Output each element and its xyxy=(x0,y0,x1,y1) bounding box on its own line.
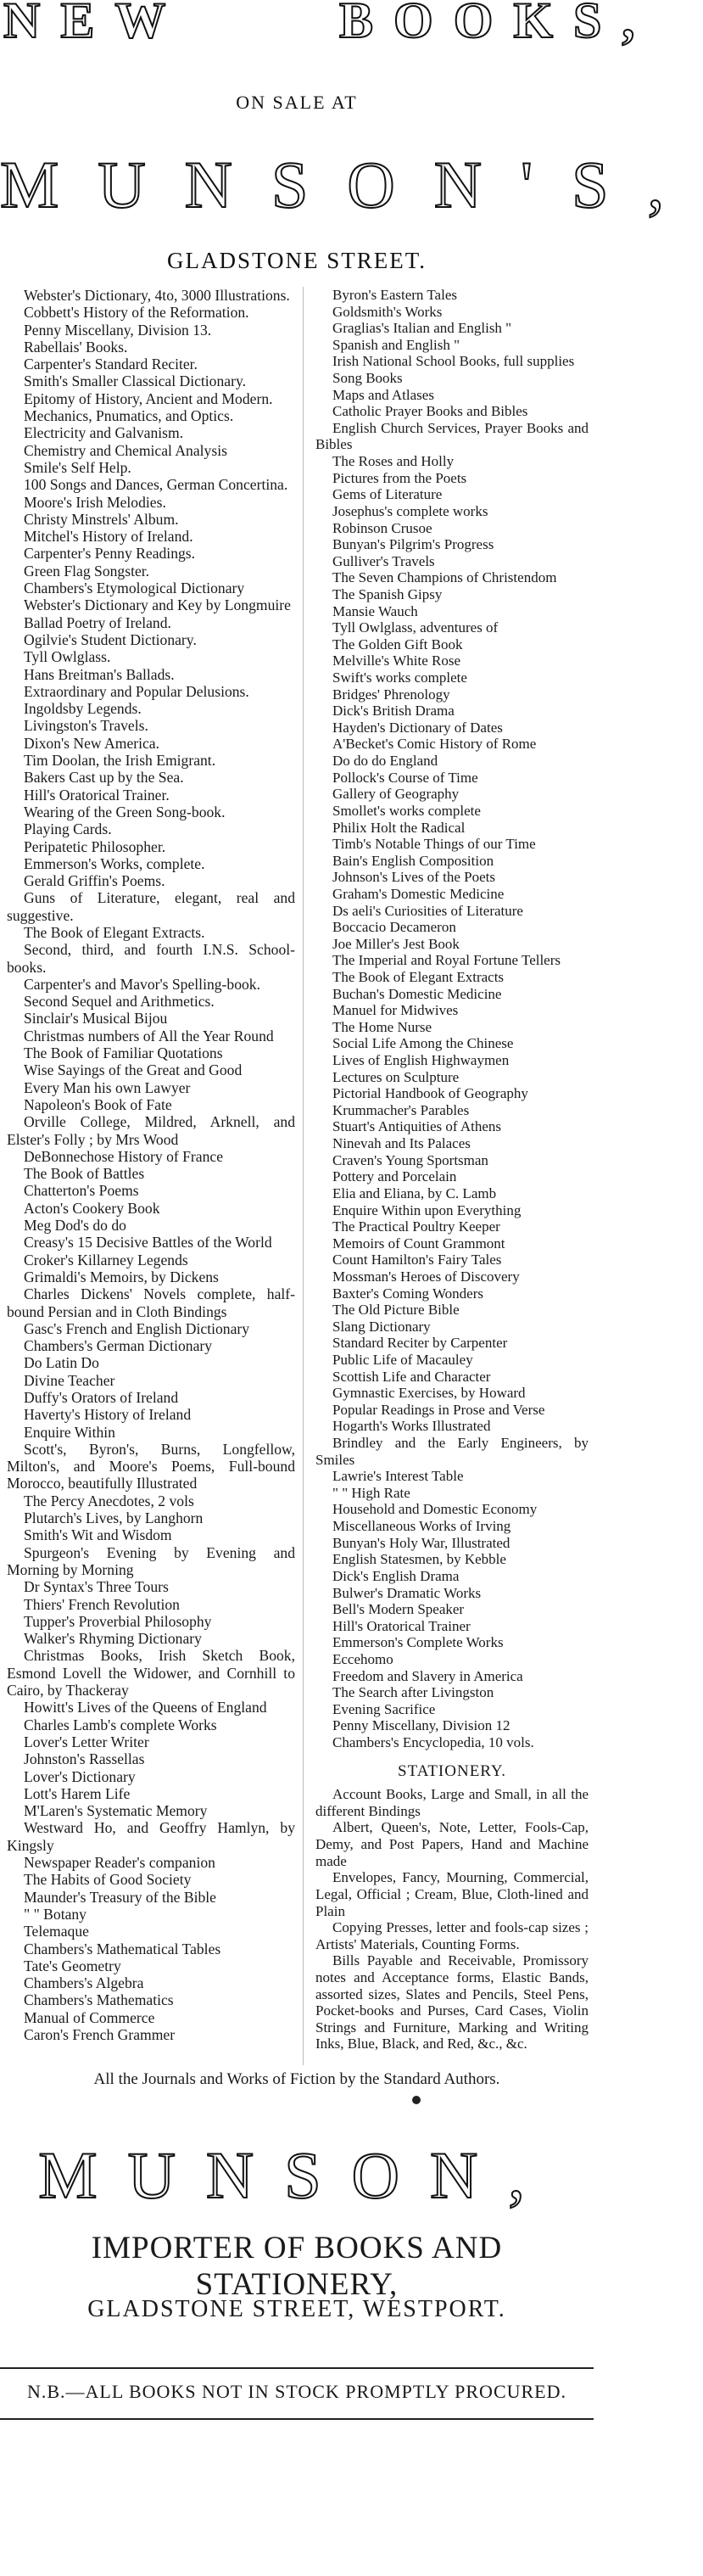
list-item: Chambers's Algebra xyxy=(24,1974,144,1992)
list-item: Graham's Domestic Medicine xyxy=(332,885,505,902)
list-item: Johnston's Rassellas xyxy=(24,1750,145,1768)
list-item: Extraordinary and Popular Delusions. xyxy=(24,682,249,700)
list-item: Ballad Poetry of Ireland. xyxy=(24,613,171,631)
list-item: The Book of Elegant Extracts xyxy=(332,968,505,985)
list-item: Christmas Books, Irish Sketch Book, Esmond Lovell the Widower, and Cornhill to Cairo, by Thackeray xyxy=(7,1647,295,1700)
list-item: Croker's Killarney Legends xyxy=(24,1251,188,1268)
list-item: Gymnastic Exercises, by Howard xyxy=(332,1385,526,1402)
list-item: Pollock's Course of Time xyxy=(332,769,478,786)
list-item: Walker's Rhyming Dictionary xyxy=(24,1630,202,1648)
list-item: Pictorial Handbook of Geography xyxy=(332,1085,528,1102)
list-item: Joe Miller's Jest Book xyxy=(332,935,460,952)
list-item: Maunder's Treasury of the Bible xyxy=(24,1888,216,1906)
list-item: M'Laren's Systematic Memory xyxy=(24,1802,208,1820)
list-item: Howitt's Lives of the Queens of England xyxy=(24,1699,267,1716)
list-item: Cobbett's History of the Reformation. xyxy=(24,304,249,322)
list-item: The Golden Gift Book xyxy=(332,636,463,652)
list-item: Graglias's Italian and English " xyxy=(332,320,512,337)
list-item: Christmas numbers of All the Year Round xyxy=(24,1027,274,1044)
list-item: Hill's Oratorical Trainer. xyxy=(24,786,170,804)
list-item: Webster's Dictionary and Key by Longmuire xyxy=(24,596,291,614)
list-item: Catholic Prayer Books and Bibles xyxy=(332,403,528,420)
list-item: Bills Payable and Receivable, Promissory notes and Acceptance forms, Elastic Bands, assorted sizes, Slates and Pencils, Steel Pens, Pocket-books and Purses, Card Cases, Violin Strings and Furniture, Marking and Writing Inks, Blue, Black, and Red, &c., &c. xyxy=(315,1952,589,2052)
list-item: Standard Reciter by Carpenter xyxy=(332,1335,508,1352)
list-item: Green Flag Songster. xyxy=(24,562,150,580)
list-item: Emmerson's Works, complete. xyxy=(24,854,205,872)
title-word-books: BOOKS, xyxy=(339,0,656,48)
list-item: " " Botany xyxy=(24,1905,86,1923)
list-item: Public Life of Macauley xyxy=(332,1352,473,1368)
ornament-dot xyxy=(412,2096,421,2104)
list-item: Goldsmith's Works xyxy=(332,303,443,320)
list-item: Wise Sayings of the Great and Good xyxy=(24,1061,243,1079)
list-item: Enquire Within upon Everything xyxy=(332,1201,522,1218)
list-item: Webster's Dictionary, 4to, 3000 Illustrations. xyxy=(24,287,290,304)
list-item: Lover's Letter Writer xyxy=(24,1733,149,1750)
list-item: Bridges' Phrenology xyxy=(332,686,450,703)
on-sale-line: ON SALE AT xyxy=(236,92,358,113)
list-item: Duffy's Orators of Ireland xyxy=(24,1389,179,1406)
list-item: Gems of Literature xyxy=(332,486,443,503)
list-item: Byron's Eastern Tales xyxy=(332,287,457,303)
list-item: Elia and Eliana, by C. Lamb xyxy=(332,1184,497,1201)
list-item: Evening Sacrifice xyxy=(332,1700,436,1717)
list-item: Mansie Wauch xyxy=(332,602,418,619)
list-item: Tim Doolan, the Irish Emigrant. xyxy=(24,752,216,770)
list-item: Meg Dod's do do xyxy=(24,1217,126,1235)
list-item: Tyll Owlglass. xyxy=(24,648,111,666)
list-item: The Percy Anecdotes, 2 vols xyxy=(24,1492,194,1509)
list-item: Lott's Harem Life xyxy=(24,1784,131,1802)
list-item: Bain's English Composition xyxy=(332,852,494,869)
list-item: Gasc's French and English Dictionary xyxy=(24,1319,250,1337)
importer-line: IMPORTER OF BOOKS AND STATIONERY, xyxy=(91,2231,503,2302)
list-item: Mitchel's History of Ireland. xyxy=(24,528,193,546)
list-item: Emmerson's Complete Works xyxy=(332,1634,504,1651)
list-item: Brindley and the Early Engineers, by Smiles xyxy=(315,1435,589,1468)
list-item: Smith's Smaller Classical Dictionary. xyxy=(24,372,246,390)
list-item: Charles Lamb's complete Works xyxy=(24,1716,217,1733)
list-item: Epitomy of History, Ancient and Modern. xyxy=(24,389,273,407)
list-item: Moore's Irish Melodies. xyxy=(24,493,166,511)
list-item: Dr Syntax's Three Tours xyxy=(24,1578,169,1596)
notice-line: N.B.—ALL BOOKS NOT IN STOCK PROMPTLY PROCURED. xyxy=(26,2381,567,2402)
list-item: Livingston's Travels. xyxy=(24,717,148,735)
list-item: A'Becket's Comic History of Rome xyxy=(332,736,537,753)
rule-bottom xyxy=(0,2418,594,2420)
list-item: The Old Picture Bible xyxy=(332,1302,460,1319)
list-item: Boccacio Decameron xyxy=(332,919,456,936)
rule-top xyxy=(0,2367,594,2369)
list-item: Slang Dictionary xyxy=(332,1318,431,1335)
list-item: Second, third, and fourth I.N.S. School-books. xyxy=(7,941,295,976)
list-item: The Spanish Gipsy xyxy=(332,585,443,602)
list-item: Scottish Life and Character xyxy=(332,1368,491,1385)
list-item: The Seven Champions of Christendom xyxy=(332,569,557,586)
title-banner xyxy=(0,0,656,51)
list-item: Telemaque xyxy=(24,1923,89,1940)
list-item: Chambers's Encyclopedia, 10 vols. xyxy=(332,1734,534,1751)
list-item: Peripatetic Philosopher. xyxy=(24,837,166,855)
list-item: Mossman's Heroes of Discovery xyxy=(332,1268,520,1285)
list-item: Lives of English Highwaymen xyxy=(332,1052,510,1069)
list-item: The Habits of Good Society xyxy=(24,1871,192,1889)
list-item: Chemistry and Chemical Analysis xyxy=(24,441,227,459)
list-item: Johnson's Lives of the Poets xyxy=(332,869,495,886)
list-item: Newspaper Reader's companion xyxy=(24,1854,215,1872)
list-item: Gerald Griffin's Poems. xyxy=(24,872,165,890)
list-item: Carpenter's Standard Reciter. xyxy=(24,356,198,373)
list-item: Napoleon's Book of Fate xyxy=(24,1095,172,1113)
list-item: Song Books xyxy=(332,370,403,387)
list-item: Creasy's 15 Decisive Battles of the World xyxy=(24,1234,272,1252)
list-item: Manuel for Midwives xyxy=(332,1002,459,1019)
column-divider xyxy=(303,287,304,2065)
list-item: Do Latin Do xyxy=(24,1354,99,1372)
list-item: Smollet's works complete xyxy=(332,802,481,819)
shop-name-banner: MUNSON'S, xyxy=(0,148,703,221)
list-item: Spanish and English " xyxy=(332,336,460,353)
list-item: Chambers's Mathematics xyxy=(24,1991,174,2009)
list-item: English Statesmen, by Kebble xyxy=(332,1551,506,1568)
list-item: Caron's French Grammer xyxy=(24,2025,176,2043)
list-item: Bell's Modern Speaker xyxy=(332,1601,465,1618)
list-item: Stuart's Antiquities of Athens xyxy=(332,1118,502,1135)
list-item: Hans Breitman's Ballads. xyxy=(24,665,175,683)
list-item: Tate's Geometry xyxy=(24,1957,121,1974)
list-item: Westward Ho, and Geoffry Hamlyn, by Kingsly xyxy=(7,1819,295,1854)
list-item: Charles Dickens' Novels complete, half-bound Persian and in Cloth Bindings xyxy=(7,1285,295,1320)
list-item: Hogarth's Works Illustrated xyxy=(332,1418,491,1435)
book-list-right-items xyxy=(315,287,589,1751)
list-item: Manual of Commerce xyxy=(24,2008,155,2026)
list-item: Maps and Atlases xyxy=(332,386,434,403)
list-item: Lectures on Sculpture xyxy=(332,1068,460,1085)
list-item: Miscellaneous Works of Irving xyxy=(332,1518,511,1535)
list-item: Albert, Queen's, Note, Letter, Fools-Cap, Demy, and Post Papers, Hand and Machine made xyxy=(315,1819,589,1869)
list-item: Spurgeon's Evening by Evening and Morning by Morning xyxy=(7,1543,295,1578)
list-item: Household and Domestic Economy xyxy=(332,1501,538,1518)
list-item: Robinson Crusoe xyxy=(332,519,432,536)
list-item: Mechanics, Pnumatics, and Optics. xyxy=(24,407,234,425)
list-item: Krummacher's Parables xyxy=(332,1101,470,1118)
list-item: Tupper's Proverbial Philosophy xyxy=(24,1612,212,1630)
list-item: Josephus's complete works xyxy=(332,502,488,519)
address-line: GLADSTONE STREET, WESTPORT. xyxy=(87,2296,506,2322)
list-item: Ds aeli's Curiosities of Literature xyxy=(332,902,523,919)
list-item: Gulliver's Travels xyxy=(332,552,435,569)
list-item: Divine Teacher xyxy=(24,1371,115,1389)
list-item: " " High Rate xyxy=(332,1484,410,1501)
list-item: Enquire Within xyxy=(24,1423,115,1441)
list-item: Popular Readings in Prose and Verse xyxy=(332,1401,545,1418)
list-item: DeBonnechose History of France xyxy=(24,1147,224,1165)
list-item: Account Books, Large and Small, in all the different Bindings xyxy=(315,1786,589,1819)
list-item: Swift's works complete xyxy=(332,669,467,686)
list-item: Chambers's Etymological Dictionary xyxy=(24,580,245,597)
list-item: Count Hamilton's Fairy Tales xyxy=(332,1252,502,1268)
list-item: Smith's Wit and Wisdom xyxy=(24,1526,172,1544)
list-item: Memoirs of Count Grammont xyxy=(332,1235,505,1252)
list-item: Playing Cards. xyxy=(24,820,112,838)
book-list-left xyxy=(7,287,295,2043)
list-item: Grimaldi's Memoirs, by Dickens xyxy=(24,1268,219,1285)
street-heading: GLADSTONE STREET. xyxy=(167,248,427,273)
list-item: Carpenter's Penny Readings. xyxy=(24,545,196,563)
list-item: Copying Presses, letter and fools-cap sizes ; Artists' Materials, Counting Forms. xyxy=(315,1919,589,1952)
list-item: Dick's British Drama xyxy=(332,703,455,720)
list-item: Chambers's German Dictionary xyxy=(24,1337,213,1355)
list-item: Chatterton's Poems xyxy=(24,1182,139,1200)
list-item: Pictures from the Poets xyxy=(332,469,467,486)
stationery-list xyxy=(315,1786,589,2052)
list-item: The Home Nurse xyxy=(332,1018,432,1035)
list-item: Electricity and Galvanism. xyxy=(24,424,184,442)
list-item: Bakers Cast up by the Sea. xyxy=(24,769,184,787)
list-item: Dick's English Drama xyxy=(332,1567,460,1584)
list-item: Smile's Self Help. xyxy=(24,458,131,476)
list-item: The Book of Battles xyxy=(24,1165,145,1183)
journals-line: All the Journals and Works of Fiction by the Standard Authors. xyxy=(93,2070,500,2088)
list-item: Baxter's Coming Wonders xyxy=(332,1285,483,1302)
list-item: Bulwer's Dramatic Works xyxy=(332,1584,482,1601)
list-item: Ingoldsby Legends. xyxy=(24,700,142,718)
list-item: The Book of Elegant Extracts. xyxy=(24,923,205,941)
list-item: Second Sequel and Arithmetics. xyxy=(24,993,215,1011)
list-item: Guns of Literature, elegant, real and suggestive. xyxy=(7,889,295,924)
list-item: Pottery and Porcelain xyxy=(332,1168,457,1185)
list-item: Social Life Among the Chinese xyxy=(332,1035,514,1052)
list-item: Melville's White Rose xyxy=(332,652,461,669)
list-item: Philix Holt the Radical xyxy=(332,819,466,836)
list-item: Tyll Owlglass, adventures of xyxy=(332,619,499,636)
list-item: Irish National School Books, full supplies xyxy=(332,353,575,370)
list-item: Wearing of the Green Song-book. xyxy=(24,803,226,820)
list-item: The Book of Familiar Quotations xyxy=(24,1044,223,1062)
stationery-heading: STATIONERY. xyxy=(398,1761,506,1780)
title-word-new: NEW xyxy=(3,0,187,48)
footer-shop-name: MUNSON, xyxy=(38,2138,555,2212)
list-item: Ninevah and Its Palaces xyxy=(332,1135,471,1152)
list-item: 100 Songs and Dances, German Concertina. xyxy=(24,476,288,494)
list-item: Craven's Young Sportsman xyxy=(332,1151,488,1168)
list-item: The Practical Poultry Keeper xyxy=(332,1218,500,1235)
list-item: Hill's Oratorical Trainer xyxy=(332,1617,471,1634)
list-item: Every Man his own Lawyer xyxy=(24,1078,191,1096)
list-item: The Imperial and Royal Fortune Tellers xyxy=(332,952,561,969)
list-item: Acton's Cookery Book xyxy=(24,1199,160,1217)
list-item: The Search after Livingston xyxy=(332,1684,494,1701)
list-item: English Church Services, Prayer Books and Bibles xyxy=(315,419,589,453)
list-item: Envelopes, Fancy, Mourning, Commercial, Legal, Official ; Cream, Blue, Cloth-lined and Plain xyxy=(315,1869,589,1919)
list-item: Rabellais' Books. xyxy=(24,338,128,356)
list-item: Orville College, Mildred, Arknell, and Elster's Folly ; by Mrs Wood xyxy=(7,1113,295,1148)
list-item: Christy Minstrels' Album. xyxy=(24,510,179,528)
list-item: Scott's, Byron's, Burns, Longfellow, Milton's, and Moore's Poems, Full-bound Morocco, beautifully Illustrated xyxy=(7,1440,295,1492)
list-item: Plutarch's Lives, by Langhorn xyxy=(24,1509,204,1527)
list-item: Lover's Dictionary xyxy=(24,1767,136,1785)
list-item: Do do do England xyxy=(332,753,438,770)
book-list-right xyxy=(315,287,589,2052)
list-item: Lawrie's Interest Table xyxy=(332,1468,464,1485)
list-item: Sinclair's Musical Bijou xyxy=(24,1010,168,1028)
list-item: Freedom and Slavery in America xyxy=(332,1667,523,1684)
list-item: Penny Miscellany, Division 12 xyxy=(332,1717,511,1734)
list-item: Timb's Notable Things of our Time xyxy=(332,836,536,853)
list-item: Penny Miscellany, Division 13. xyxy=(24,321,212,339)
list-item: Eccehomo xyxy=(332,1650,393,1667)
list-item: Gallery of Geography xyxy=(332,786,460,803)
list-item: Ogilvie's Student Dictionary. xyxy=(24,630,197,648)
list-item: Chambers's Mathematical Tables xyxy=(24,1940,221,1957)
list-item: Hayden's Dictionary of Dates xyxy=(332,719,503,736)
list-item: Thiers' French Revolution xyxy=(24,1595,180,1613)
list-item: Bunyan's Holy War, Illustrated xyxy=(332,1534,511,1551)
list-item: Bunyan's Pilgrim's Progress xyxy=(332,536,494,553)
list-item: Buchan's Domestic Medicine xyxy=(332,985,502,1002)
list-item: Dixon's New America. xyxy=(24,734,160,752)
list-item: Carpenter's and Mavor's Spelling-book. xyxy=(24,975,260,993)
list-item: The Roses and Holly xyxy=(332,453,455,470)
list-item: Haverty's History of Ireland xyxy=(24,1406,192,1424)
